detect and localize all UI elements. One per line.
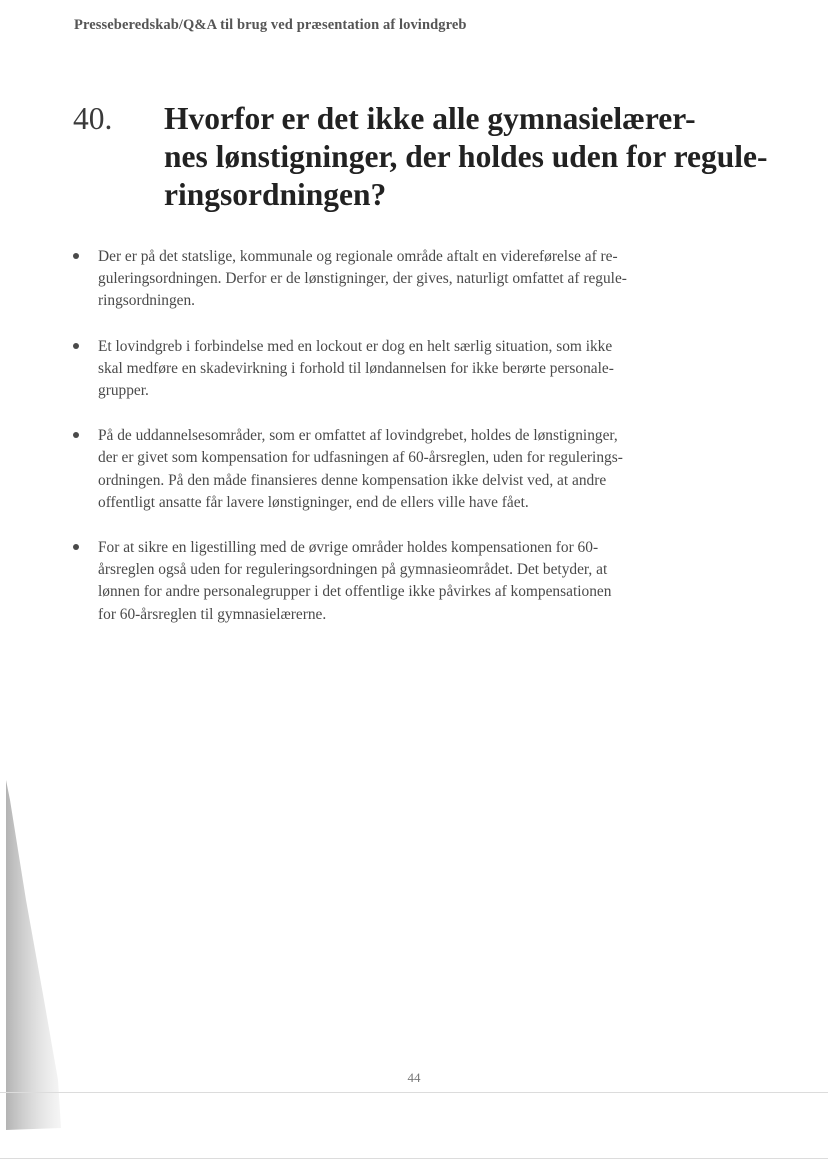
bullet-line: For at sikre en ligestilling med de øvrige områder holdes kompensationen for 60-: [98, 539, 599, 557]
question-title-line: ringsordningen?: [164, 177, 387, 212]
bullet-line: ringsordningen.: [98, 292, 196, 310]
running-header: Presseberedskab/Q&A til brug ved præsentation af lovindgreb: [74, 17, 467, 33]
question-title: [88, 100, 773, 214]
bullet-line: Et lovindgreb i forbindelse med en lockout er dog en helt særlig situation, som ikke: [98, 337, 613, 355]
question-title-line: nes lønstigninger, der holdes uden for regule-: [164, 139, 768, 174]
bullet-line: skal medføre en skadevirkning i forhold til løndannelsen for ikke berørte personale-: [98, 359, 614, 377]
answer-bullet: [73, 336, 758, 403]
bullet-line: for 60-årsreglen til gymnasielærerne.: [98, 605, 327, 623]
bullet-line: grupper.: [98, 382, 149, 400]
question-heading: [73, 100, 773, 214]
bullet-line: Der er på det statslige, kommunale og regionale område aftalt en videreførelse af re-: [98, 248, 618, 265]
bullet-icon: [73, 253, 79, 259]
answer-bullet-list: [73, 246, 758, 649]
scan-line: [0, 1158, 828, 1159]
answer-bullet: [73, 246, 758, 313]
answer-bullet: [73, 425, 758, 514]
bullet-line: offentligt ansatte får lavere lønstigninger, end de ellers ville have fået.: [98, 493, 529, 511]
bullet-line: ordningen. På den måde finansieres denne kompensation ikke delvist ved, at andre: [98, 471, 607, 489]
bullet-icon: [73, 343, 79, 349]
bullet-line: der er givet som kompensation for udfasningen af 60-årsreglen, uden for regulerings-: [98, 449, 623, 467]
question-number: 40.: [73, 101, 113, 136]
bullet-icon: [73, 544, 79, 550]
bullet-line: lønnen for andre personalegrupper i det offentlige ikke påvirkes af kompensationen: [98, 583, 612, 601]
page-number: 44: [407, 1070, 421, 1085]
scan-line: [0, 1092, 828, 1093]
question-title-line: Hvorfor er det ikke alle gymnasielærer-: [164, 101, 696, 136]
bullet-line: guleringsordningen. Derfor er de lønstigninger, der gives, naturligt omfattet af regule-: [98, 270, 627, 288]
bullet-line: På de uddannelsesområder, som er omfattet af lovindgrebet, holdes de lønstigninger,: [98, 427, 618, 445]
bullet-line: årsreglen også uden for reguleringsordningen på gymnasieområdet. Det betyder, at: [98, 561, 608, 579]
bullet-icon: [73, 432, 79, 438]
answer-bullet: [73, 537, 758, 626]
